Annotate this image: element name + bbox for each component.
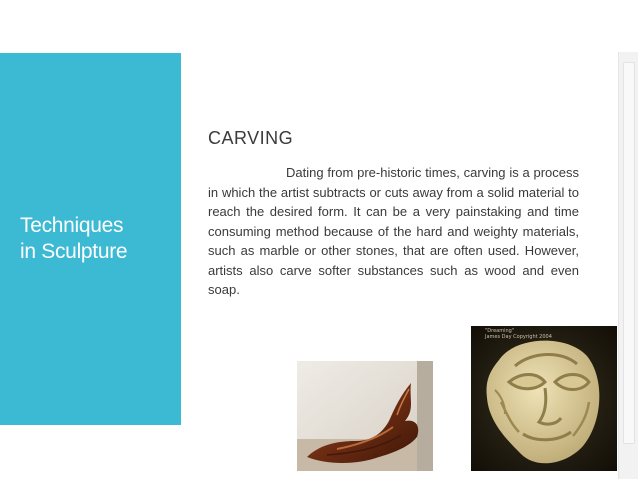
section-heading: CARVING (208, 128, 294, 148)
wood-sculpture-image (297, 361, 433, 471)
carved-face-photo (471, 326, 617, 471)
body-paragraph: Dating from pre-historic times, carving is a process in which the artist subtracts or cuts away from a solid material to reach the desired form. It can be a very painstaking and time consuming method because of the hard and weighty materials, such as marble or other stones, that are often used. However, artists also carve softer substances such as wood and even soap. (208, 165, 579, 297)
photo-caption-line-1: "Dreaming" (485, 328, 515, 334)
slide-title-line-2: in Sculpture (20, 240, 128, 263)
wood-sculpture-photo (297, 361, 433, 471)
slide-title (20, 213, 180, 265)
photo-caption-line-2: James Day Copyright 2004 (485, 334, 552, 340)
slide-title-line-1: Techniques (20, 214, 124, 237)
vertical-scrollbar[interactable] (618, 52, 638, 479)
photo-caption (485, 328, 552, 340)
carved-face-image (471, 326, 617, 471)
scrollbar-thumb[interactable] (623, 62, 635, 444)
